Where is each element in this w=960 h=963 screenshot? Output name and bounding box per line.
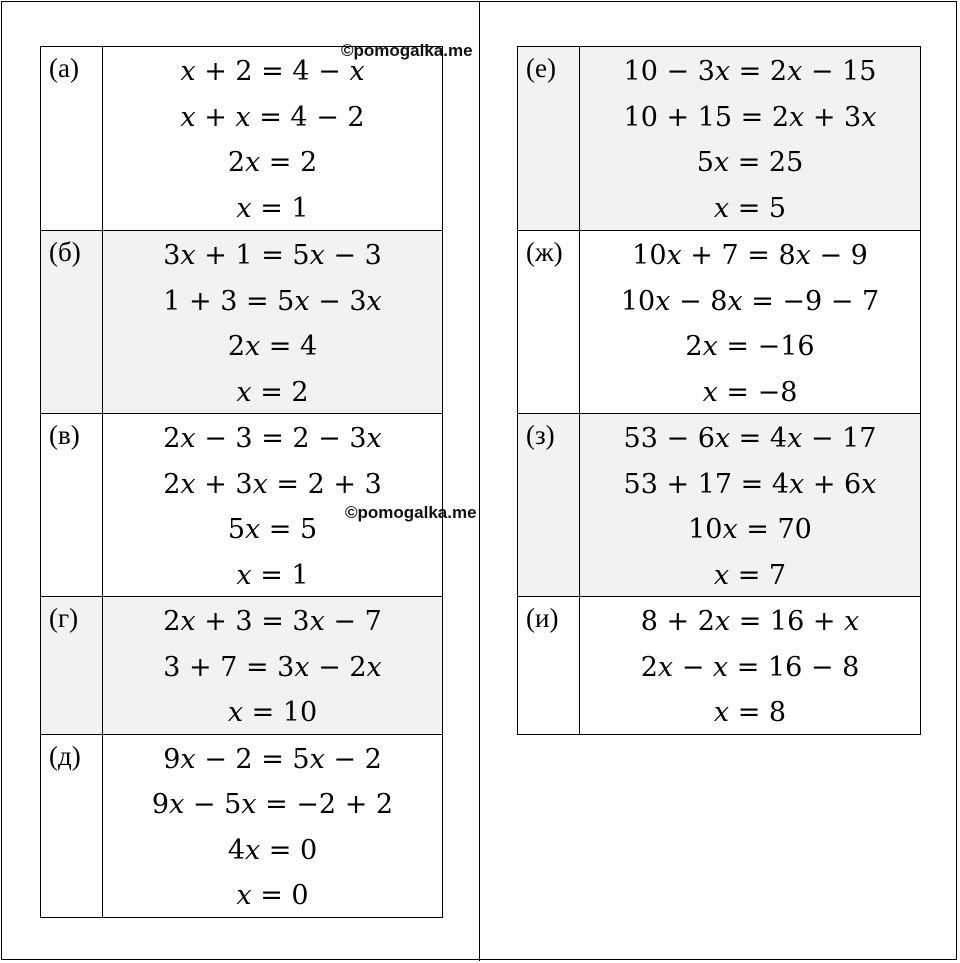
equation-line: 10𝑥 + 7 = 8𝑥 − 9 — [632, 240, 868, 271]
equation-line: 𝑥 + 2 = 4 − 𝑥 — [180, 56, 365, 87]
solution-row — [518, 230, 920, 413]
problem-label: (б) — [41, 231, 103, 413]
equation-line: 𝑥 = 1 — [236, 192, 309, 224]
equation-line: 2𝑥 = −16 — [685, 331, 815, 362]
equation-line: 𝑥 = 5 — [713, 192, 787, 224]
equation-line: 2𝑥 = 4 — [227, 331, 318, 362]
solution-row — [518, 596, 920, 734]
right-solutions-table — [517, 46, 921, 735]
equation-line: 8 + 2𝑥 = 16 + 𝑥 — [640, 606, 860, 637]
equation-line: 𝑥 + 𝑥 = 4 − 2 — [180, 101, 365, 133]
problem-label: (в) — [41, 414, 103, 596]
equation-line: 10 + 15 = 2𝑥 + 3𝑥 — [623, 101, 877, 133]
equation-line: 𝑥 = 8 — [713, 697, 787, 728]
problem-label: (ж) — [518, 231, 580, 413]
left-solutions-table — [40, 46, 443, 918]
equation-line: 3 + 7 = 3𝑥 − 2𝑥 — [163, 651, 382, 683]
equation-line: 𝑥 = 7 — [713, 559, 787, 591]
equation-line: 9𝑥 − 5𝑥 = −2 + 2 — [151, 789, 394, 820]
equation-line: 𝑥 = 2 — [236, 376, 309, 408]
equation-line: 2𝑥 − 𝑥 = 16 − 8 — [640, 651, 860, 683]
problem-label: (д) — [41, 735, 103, 917]
equation-steps — [103, 735, 442, 917]
equation-line: 2𝑥 − 3 = 2 − 3𝑥 — [163, 423, 382, 454]
solution-row — [41, 734, 442, 917]
solution-row — [41, 230, 442, 413]
equation-line: 3𝑥 + 1 = 5𝑥 − 3 — [163, 240, 382, 271]
solution-row — [518, 47, 920, 230]
solution-row — [518, 413, 920, 596]
equation-line: 2𝑥 + 3 = 3𝑥 − 7 — [163, 606, 382, 637]
problem-label: (е) — [518, 47, 580, 230]
equation-line: 5𝑥 = 25 — [696, 147, 804, 178]
equation-steps — [580, 597, 920, 734]
equation-line: 2𝑥 + 3𝑥 = 2 + 3 — [163, 468, 382, 500]
problem-label: (а) — [41, 47, 103, 230]
column-divider — [479, 1, 480, 961]
problem-label: (г) — [41, 597, 103, 734]
solution-row — [41, 47, 442, 230]
equation-line: 𝑥 = −8 — [702, 376, 798, 408]
equation-steps — [103, 597, 442, 734]
equation-steps — [580, 47, 920, 230]
problem-label: (и) — [518, 597, 580, 734]
equation-line: 5𝑥 = 5 — [227, 514, 318, 545]
equation-line: 2𝑥 = 2 — [227, 147, 318, 178]
problem-label: (з) — [518, 414, 580, 596]
equation-line: 𝑥 = 1 — [236, 559, 309, 591]
equation-line: 4𝑥 = 0 — [227, 834, 318, 866]
equation-line: 53 + 17 = 4𝑥 + 6𝑥 — [623, 468, 877, 500]
equation-steps — [580, 414, 920, 596]
equation-line: 53 − 6𝑥 = 4𝑥 − 17 — [623, 423, 877, 454]
equation-line: 𝑥 = 10 — [227, 697, 318, 728]
equation-steps — [580, 231, 920, 413]
equation-line: 10 − 3𝑥 = 2𝑥 − 15 — [623, 56, 877, 87]
equation-line: 9𝑥 − 2 = 5𝑥 − 2 — [163, 743, 382, 775]
solution-row — [41, 596, 442, 734]
equation-steps — [103, 231, 442, 413]
equation-steps — [103, 47, 442, 230]
equation-line: 1 + 3 = 5𝑥 − 3𝑥 — [163, 285, 382, 317]
watermark: ©pomogalka.me — [341, 41, 473, 60]
watermark: ©pomogalka.me — [345, 503, 477, 522]
equation-line: 𝑥 = 0 — [236, 880, 309, 911]
equation-line: 10𝑥 = 70 — [688, 514, 812, 545]
equation-line: 10𝑥 − 8𝑥 = −9 − 7 — [620, 285, 880, 317]
